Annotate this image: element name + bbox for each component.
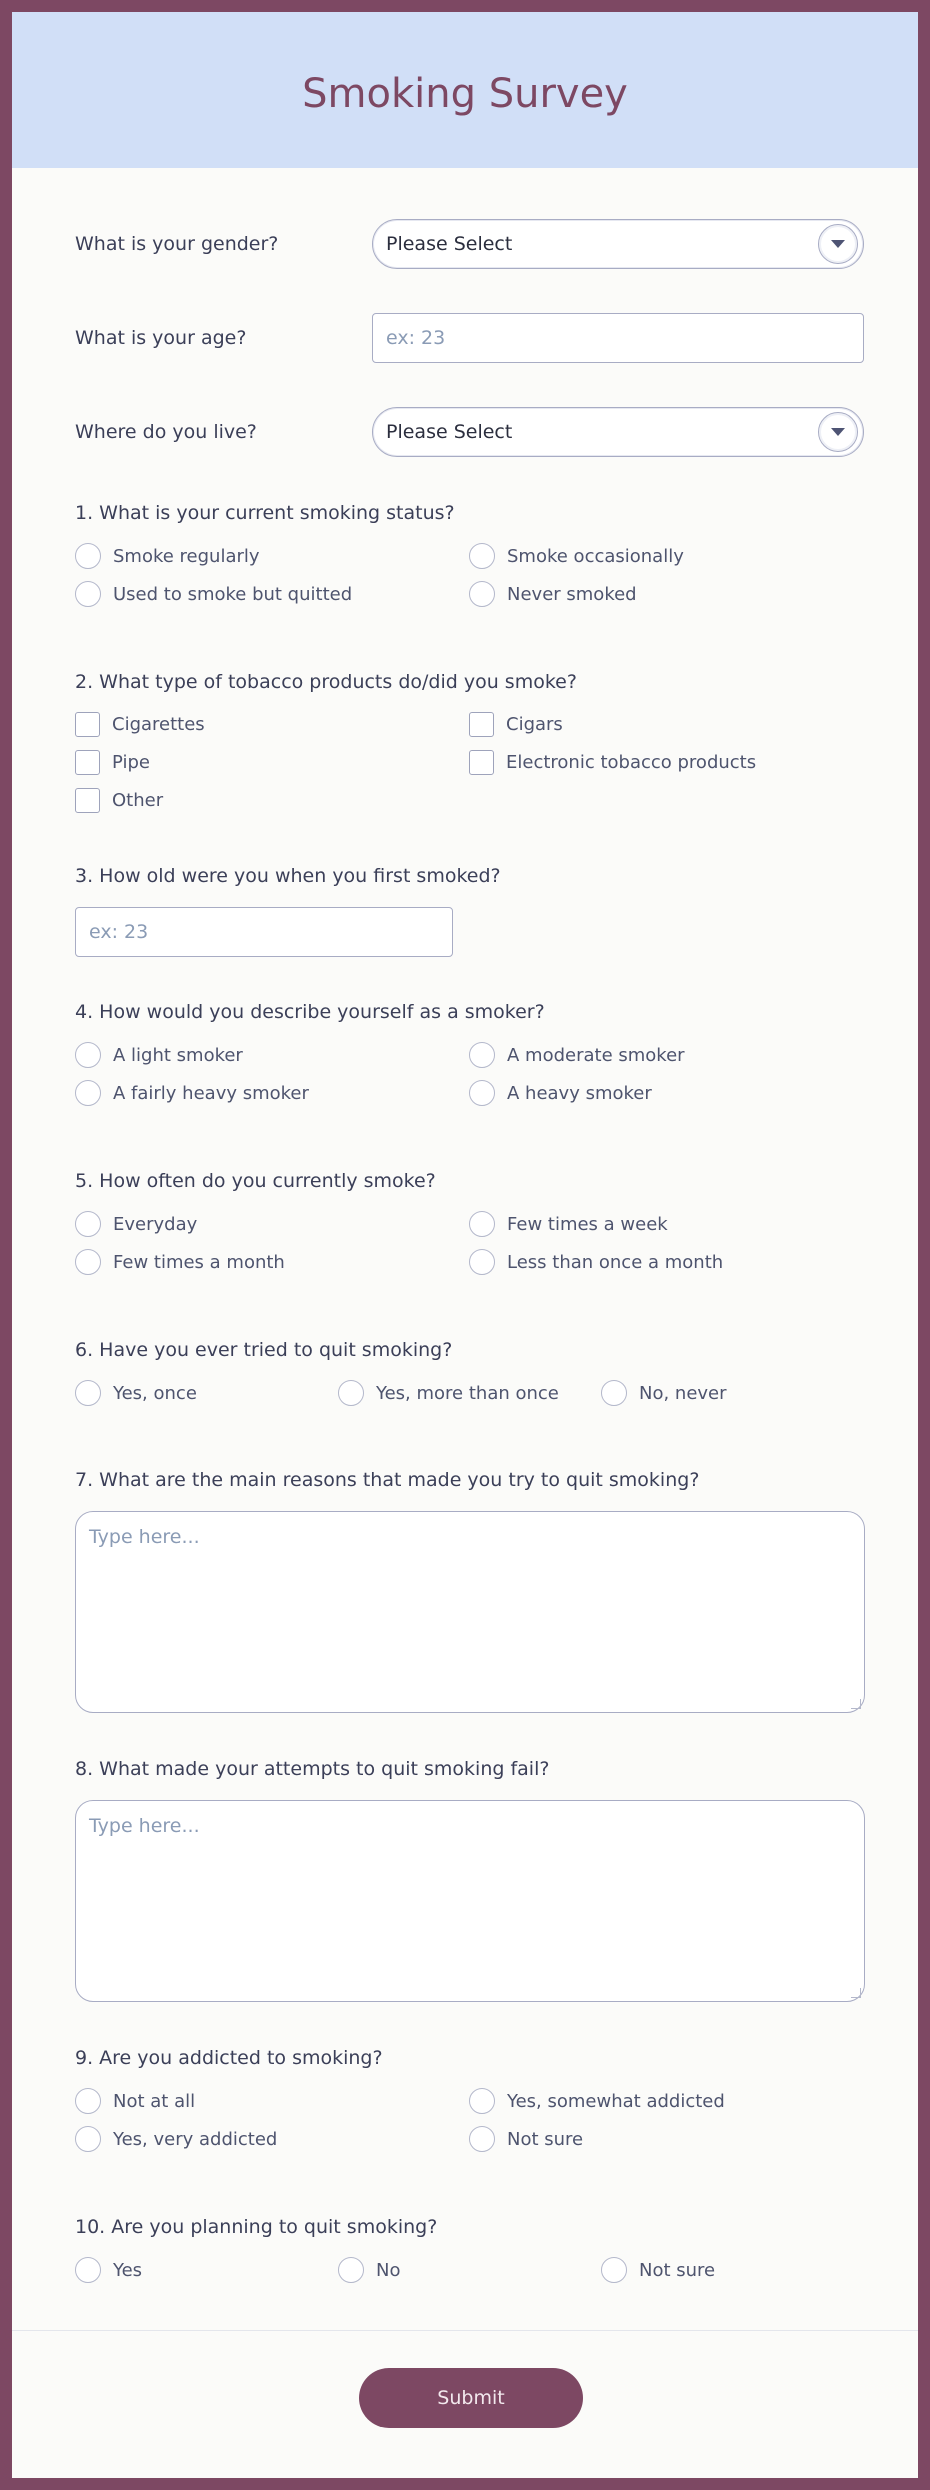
q1-question: 1. What is your current smoking status? <box>75 502 455 524</box>
radio-icon[interactable] <box>75 543 101 569</box>
location-select[interactable] <box>372 407 864 457</box>
q9-option[interactable]: Not at all <box>75 2088 195 2114</box>
footer-divider <box>12 2330 918 2331</box>
radio-icon[interactable] <box>469 2126 495 2152</box>
q1-option[interactable]: Smoke regularly <box>75 543 260 569</box>
checkbox-icon[interactable] <box>75 750 100 775</box>
checkbox-icon[interactable] <box>75 788 100 813</box>
q5-option[interactable]: Everyday <box>75 1211 197 1237</box>
q1-option[interactable]: Used to smoke but quitted <box>75 581 352 607</box>
gender-row <box>75 219 864 269</box>
quit-fail-textarea[interactable]: Type here... <box>75 1800 865 2002</box>
q9-question: 9. Are you addicted to smoking? <box>75 2047 383 2069</box>
q5-option[interactable]: Few times a week <box>469 1211 668 1237</box>
q6-option[interactable]: Yes, more than once <box>338 1380 559 1406</box>
radio-icon[interactable] <box>601 2257 627 2283</box>
q6-question: 6. Have you ever tried to quit smoking? <box>75 1339 453 1361</box>
checkbox-icon[interactable] <box>469 712 494 737</box>
first-smoke-age-input[interactable]: ex: 23 <box>75 907 453 957</box>
q4-option[interactable]: A light smoker <box>75 1042 243 1068</box>
location-select-value: Please Select <box>386 421 513 443</box>
radio-icon[interactable] <box>75 1211 101 1237</box>
chevron-down-icon[interactable] <box>818 224 858 264</box>
resize-handle-icon[interactable] <box>851 1699 861 1709</box>
q6-option[interactable]: Yes, once <box>75 1380 197 1406</box>
q6-option[interactable]: No, never <box>601 1380 727 1406</box>
q4-option[interactable]: A fairly heavy smoker <box>75 1080 309 1106</box>
q2-option[interactable]: Cigarettes <box>75 712 205 737</box>
q5-option[interactable]: Few times a month <box>75 1249 285 1275</box>
quit-reasons-textarea[interactable]: Type here... <box>75 1511 865 1713</box>
radio-icon[interactable] <box>469 1080 495 1106</box>
gender-select[interactable] <box>372 219 864 269</box>
age-row <box>75 313 864 363</box>
q9-option[interactable]: Not sure <box>469 2126 583 2152</box>
radio-icon[interactable] <box>469 2088 495 2114</box>
age-label: What is your age? <box>75 327 247 349</box>
radio-icon[interactable] <box>75 2257 101 2283</box>
q7-question: 7. What are the main reasons that made you try to quit smoking? <box>75 1469 700 1491</box>
radio-icon[interactable] <box>601 1380 627 1406</box>
checkbox-icon[interactable] <box>75 712 100 737</box>
q2-option[interactable]: Pipe <box>75 750 150 775</box>
q10-option[interactable]: Yes <box>75 2257 142 2283</box>
radio-icon[interactable] <box>338 1380 364 1406</box>
q1-option[interactable]: Never smoked <box>469 581 637 607</box>
q10-option[interactable]: Not sure <box>601 2257 715 2283</box>
radio-icon[interactable] <box>75 2126 101 2152</box>
q2-option[interactable]: Electronic tobacco products <box>469 750 756 775</box>
location-label: Where do you live? <box>75 421 257 443</box>
q5-option[interactable]: Less than once a month <box>469 1249 723 1275</box>
q10-option[interactable]: No <box>338 2257 400 2283</box>
form-header <box>12 12 918 168</box>
radio-icon[interactable] <box>75 1080 101 1106</box>
radio-icon[interactable] <box>75 1042 101 1068</box>
location-row <box>75 407 864 457</box>
q10-question: 10. Are you planning to quit smoking? <box>75 2216 438 2238</box>
submit-button[interactable]: Submit <box>359 2368 583 2428</box>
resize-handle-icon[interactable] <box>851 1988 861 1998</box>
form-title: Smoking Survey <box>302 71 628 117</box>
radio-icon[interactable] <box>469 1042 495 1068</box>
radio-icon[interactable] <box>75 2088 101 2114</box>
q2-option[interactable]: Cigars <box>469 712 563 737</box>
q3-question: 3. How old were you when you first smoked? <box>75 865 501 887</box>
q2-option[interactable]: Other <box>75 788 163 813</box>
survey-form <box>12 12 918 2478</box>
q1-option[interactable]: Smoke occasionally <box>469 543 684 569</box>
radio-icon[interactable] <box>469 581 495 607</box>
q5-question: 5. How often do you currently smoke? <box>75 1170 436 1192</box>
radio-icon[interactable] <box>469 1211 495 1237</box>
radio-icon[interactable] <box>469 1249 495 1275</box>
radio-icon[interactable] <box>75 1380 101 1406</box>
q2-question: 2. What type of tobacco products do/did you smoke? <box>75 671 577 693</box>
checkbox-icon[interactable] <box>469 750 494 775</box>
q9-option[interactable]: Yes, somewhat addicted <box>469 2088 725 2114</box>
q9-option[interactable]: Yes, very addicted <box>75 2126 277 2152</box>
chevron-down-icon[interactable] <box>818 412 858 452</box>
radio-icon[interactable] <box>75 1249 101 1275</box>
q8-question: 8. What made your attempts to quit smoking fail? <box>75 1758 550 1780</box>
q4-option[interactable]: A heavy smoker <box>469 1080 652 1106</box>
radio-icon[interactable] <box>75 581 101 607</box>
q4-question: 4. How would you describe yourself as a smoker? <box>75 1001 545 1023</box>
age-input[interactable]: ex: 23 <box>372 313 864 363</box>
radio-icon[interactable] <box>338 2257 364 2283</box>
q4-option[interactable]: A moderate smoker <box>469 1042 685 1068</box>
gender-label: What is your gender? <box>75 233 279 255</box>
radio-icon[interactable] <box>469 543 495 569</box>
gender-select-value: Please Select <box>386 233 513 255</box>
